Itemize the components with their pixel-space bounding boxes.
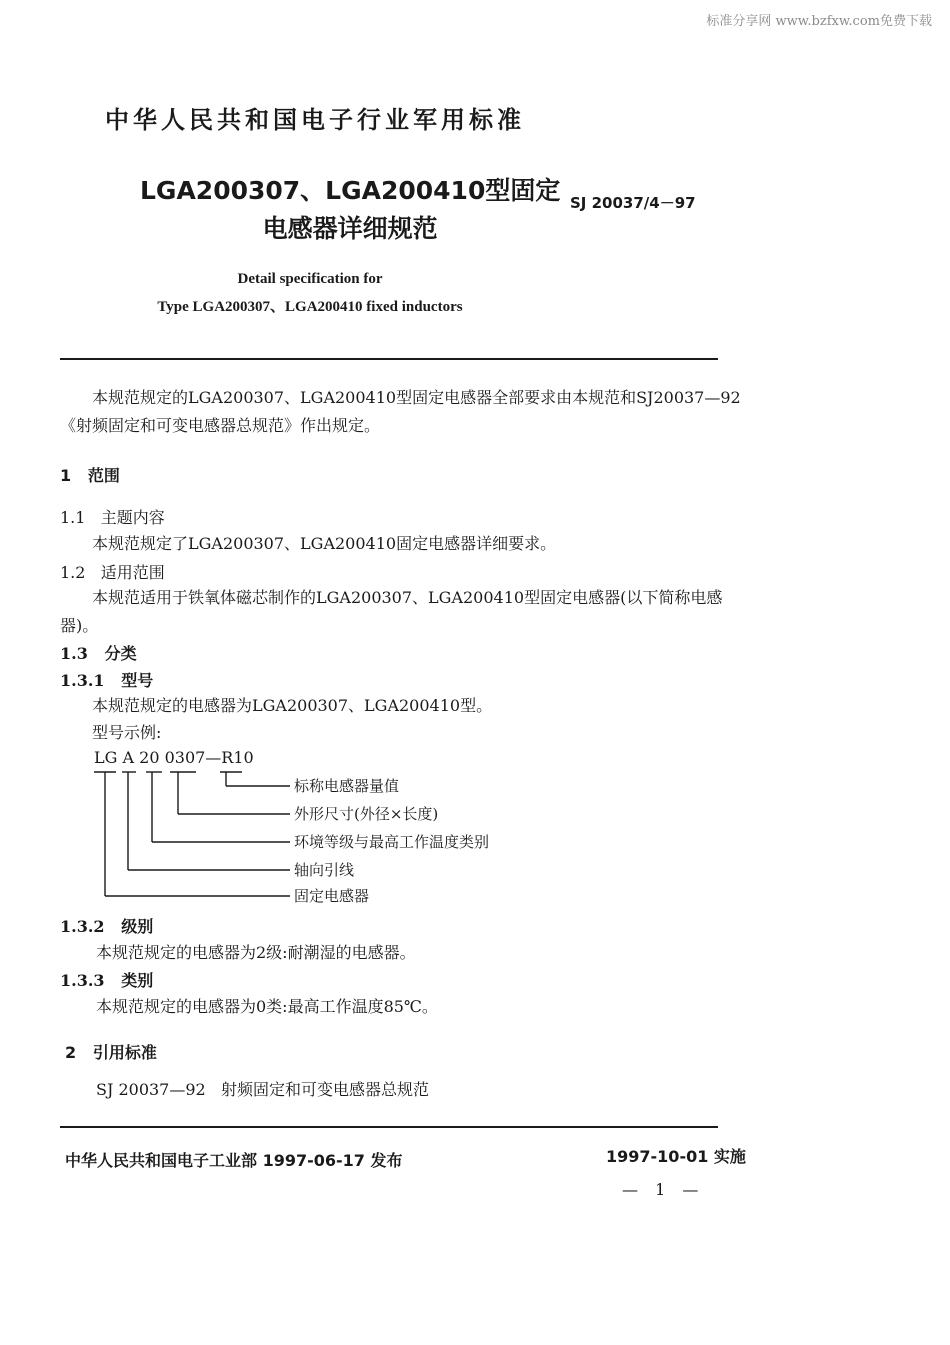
document-title-line2: 电感器详细规范 [262, 214, 438, 243]
section-1-2-title: 适用范围 [100, 563, 165, 582]
english-title-line1: Detail specification for [237, 271, 383, 287]
page-number: — 1 — [622, 1180, 705, 1199]
model-label-dimensions: 外形尺寸(外径×长度) [294, 805, 439, 823]
section-1-1-title: 主题内容 [100, 508, 165, 527]
issue-date: 中华人民共和国电子工业部 1997-06-17 发布 [65, 1151, 403, 1170]
section-1-3-1-text: 本规范规定的电感器为LGA200307、LGA200410型。 [92, 696, 493, 715]
section-1-title: 范围 [87, 466, 120, 485]
model-label-environment-class: 环境等级与最高工作温度类别 [294, 833, 490, 851]
intro-line2: 《射频固定和可变电感器总规范》作出规定。 [60, 416, 381, 435]
section-1-1-text: 本规范规定了LGA200307、LGA200410固定电感器详细要求。 [92, 534, 557, 553]
section-1-3-title: 分类 [104, 644, 137, 663]
section-1-2-heading [60, 560, 165, 586]
section-1-3-2-number: 1.3.2 [60, 917, 105, 936]
section-1-2-text-line2: 器)。 [60, 616, 99, 635]
section-1-3-3-heading [60, 968, 153, 994]
standard-title: 中华人民共和国电子行业军用标准 [105, 106, 525, 134]
footer-divider [60, 1126, 718, 1128]
section-2-title: 引用标准 [92, 1043, 157, 1062]
section-1-2-number: 1.2 [60, 563, 86, 582]
model-label-fixed-inductor: 固定电感器 [294, 887, 370, 905]
model-code-diagram [92, 748, 552, 908]
section-1-3-3-text: 本规范规定的电感器为0类:最高工作温度85℃。 [96, 997, 438, 1016]
english-title [150, 265, 470, 321]
document-code: SJ 20037/4－97 [570, 194, 696, 212]
section-1-number: 1 [60, 466, 72, 485]
effective-date: 1997-10-01 实施 [606, 1147, 746, 1166]
section-1-3-2-title: 级别 [121, 917, 154, 936]
section-1-1-number: 1.1 [60, 508, 86, 527]
section-1-3-1-title: 型号 [121, 671, 154, 690]
section-2-reference: SJ 20037—92 射频固定和可变电感器总规范 [96, 1080, 429, 1099]
section-1-3-heading [60, 641, 137, 667]
model-example-label: 型号示例: [92, 723, 162, 742]
section-1-2-text-line1: 本规范适用于铁氧体磁芯制作的LGA200307、LGA200410型固定电感器(以下简称电感 [92, 588, 723, 607]
section-1-3-2-text: 本规范规定的电感器为2级:耐潮湿的电感器。 [96, 943, 416, 962]
section-1-3-3-number: 1.3.3 [60, 971, 105, 990]
model-code: LG A 20 0307—R10 [94, 748, 254, 767]
model-code-connectors [92, 748, 552, 908]
document-title-line1: LGA200307、LGA200410型固定 [140, 176, 561, 205]
section-2-heading [65, 1040, 157, 1063]
model-label-nominal-inductance: 标称电感器量值 [294, 777, 400, 795]
section-1-1-heading [60, 505, 165, 531]
model-label-axial-lead: 轴向引线 [294, 861, 355, 879]
section-1-3-2-heading [60, 914, 153, 940]
section-1-3-1-heading [60, 668, 153, 694]
section-1-3-number: 1.3 [60, 644, 88, 663]
document-title [140, 172, 560, 248]
watermark: 标准分享网 www.bzfxw.com免费下载 [706, 14, 932, 29]
section-1-3-3-title: 类别 [121, 971, 154, 990]
english-title-line2: Type LGA200307、LGA200410 fixed inductors [157, 299, 463, 315]
header-divider [60, 358, 718, 360]
intro-line1: 本规范规定的LGA200307、LGA200410型固定电感器全部要求由本规范和SJ20037—92 [92, 388, 741, 407]
section-1-3-1-number: 1.3.1 [60, 671, 105, 690]
section-2-number: 2 [65, 1043, 77, 1062]
section-1-heading [60, 463, 120, 486]
